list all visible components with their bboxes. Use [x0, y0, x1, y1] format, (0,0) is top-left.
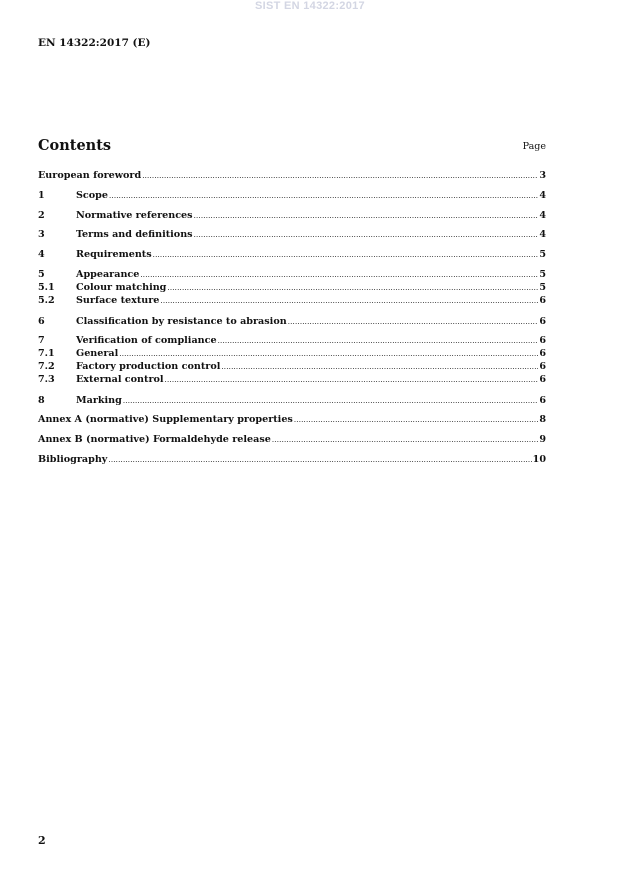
- toc-entry-marking[interactable]: [38, 395, 546, 407]
- toc-dot-leader: [119, 348, 538, 360]
- toc-entry-number: 6: [38, 316, 45, 327]
- toc-entry-page: 4: [539, 190, 546, 201]
- toc-dot-leader: [123, 395, 538, 407]
- toc-dot-leader: [288, 316, 539, 328]
- toc-dot-leader: [160, 295, 538, 307]
- toc-entry-label: Normative references: [76, 210, 193, 221]
- toc-entry-number: 7: [38, 335, 45, 346]
- toc-dot-leader: [294, 414, 538, 426]
- toc-entry-number: 1: [38, 190, 45, 201]
- toc-entry-european-foreword[interactable]: [38, 170, 546, 182]
- toc-entry-number: 5.1: [38, 282, 55, 293]
- toc-entry-label: Factory production control: [76, 361, 221, 372]
- toc-entry-classification[interactable]: [38, 316, 546, 328]
- toc-entry-number: 8: [38, 395, 45, 406]
- toc-entry-label: Terms and definitions: [76, 229, 193, 240]
- toc-entry-number: 5: [38, 269, 45, 280]
- toc-entry-label: Bibliography: [38, 454, 108, 465]
- toc-entry-normative-references[interactable]: [38, 210, 546, 222]
- toc-entry-label: Annex A (normative) Supplementary properties: [38, 414, 293, 425]
- toc-entry-number: 5.2: [38, 295, 55, 306]
- toc-entry-verification-of-compliance[interactable]: [38, 335, 546, 347]
- toc-entry-annex-a[interactable]: [38, 414, 546, 426]
- toc-entry-page: 6: [539, 374, 546, 385]
- toc-entry-external-control[interactable]: [38, 374, 546, 386]
- toc-entry-page: 5: [539, 282, 546, 293]
- toc-entry-scope[interactable]: [38, 190, 546, 202]
- toc-entry-page: 6: [539, 395, 546, 406]
- toc-dot-leader: [140, 269, 538, 281]
- toc-entry-label: Verification of compliance: [76, 335, 217, 346]
- toc-entry-terms-and-definitions[interactable]: [38, 229, 546, 241]
- toc-entry-label: Classification by resistance to abrasion: [76, 316, 287, 327]
- contents-heading: Contents: [38, 137, 112, 154]
- toc-entry-appearance[interactable]: [38, 269, 546, 281]
- toc-entry-number: 3: [38, 229, 45, 240]
- page-number: 2: [38, 834, 46, 847]
- toc-entry-page: 10: [532, 454, 546, 465]
- toc-entry-label: Annex B (normative) Formaldehyde release: [38, 434, 271, 445]
- toc-entry-page: 3: [539, 170, 546, 181]
- toc-entry-surface-texture[interactable]: [38, 295, 546, 307]
- page-column-heading: Page: [522, 141, 546, 152]
- toc-entry-label: Marking: [76, 395, 122, 406]
- toc-entry-factory-production-control[interactable]: [38, 361, 546, 373]
- toc-dot-leader: [153, 249, 539, 261]
- toc-dot-leader: [167, 282, 538, 294]
- toc-entry-page: 8: [539, 414, 546, 425]
- toc-dot-leader: [218, 335, 539, 347]
- toc-entry-page: 4: [539, 210, 546, 221]
- toc-entry-requirements[interactable]: [38, 249, 546, 261]
- toc-entry-page: 6: [539, 316, 546, 327]
- toc-entry-label: Scope: [76, 190, 108, 201]
- toc-entry-label: Surface texture: [76, 295, 160, 306]
- toc-entry-page: 6: [539, 295, 546, 306]
- toc-entry-bibliography[interactable]: [38, 454, 546, 466]
- toc-entry-label: Requirements: [76, 249, 152, 260]
- toc-entry-annex-b[interactable]: [38, 434, 546, 446]
- toc-entry-label: Colour matching: [76, 282, 167, 293]
- toc-dot-leader: [109, 190, 538, 202]
- toc-dot-leader: [165, 374, 539, 386]
- toc-entry-page: 6: [539, 348, 546, 359]
- toc-entry-label: Appearance: [76, 269, 140, 280]
- toc-entry-page: 4: [539, 229, 546, 240]
- watermark: SIST EN 14322:2017: [255, 0, 365, 12]
- toc-dot-leader: [272, 434, 538, 446]
- toc-entry-colour-matching[interactable]: [38, 282, 546, 294]
- toc-entry-page: 9: [539, 434, 546, 445]
- toc-dot-leader: [108, 454, 531, 466]
- toc-entry-number: 7.3: [38, 374, 55, 385]
- toc-dot-leader: [194, 229, 539, 241]
- toc-entry-page: 5: [539, 269, 546, 280]
- toc-entry-number: 4: [38, 249, 45, 260]
- toc-entry-page: 6: [539, 361, 546, 372]
- toc-entry-label: General: [76, 348, 119, 359]
- toc-dot-leader: [221, 361, 538, 373]
- toc-entry-number: 7.1: [38, 348, 55, 359]
- toc-dot-leader: [194, 210, 539, 222]
- toc-entry-page: 5: [539, 249, 546, 260]
- toc-dot-leader: [142, 170, 538, 182]
- toc-entry-number: 7.2: [38, 361, 55, 372]
- toc-entry-label: European foreword: [38, 170, 142, 181]
- toc-entry-page: 6: [539, 335, 546, 346]
- toc-entry-general[interactable]: [38, 348, 546, 360]
- toc-entry-number: 2: [38, 210, 45, 221]
- document-identifier: EN 14322:2017 (E): [38, 37, 151, 49]
- toc-entry-label: External control: [76, 374, 164, 385]
